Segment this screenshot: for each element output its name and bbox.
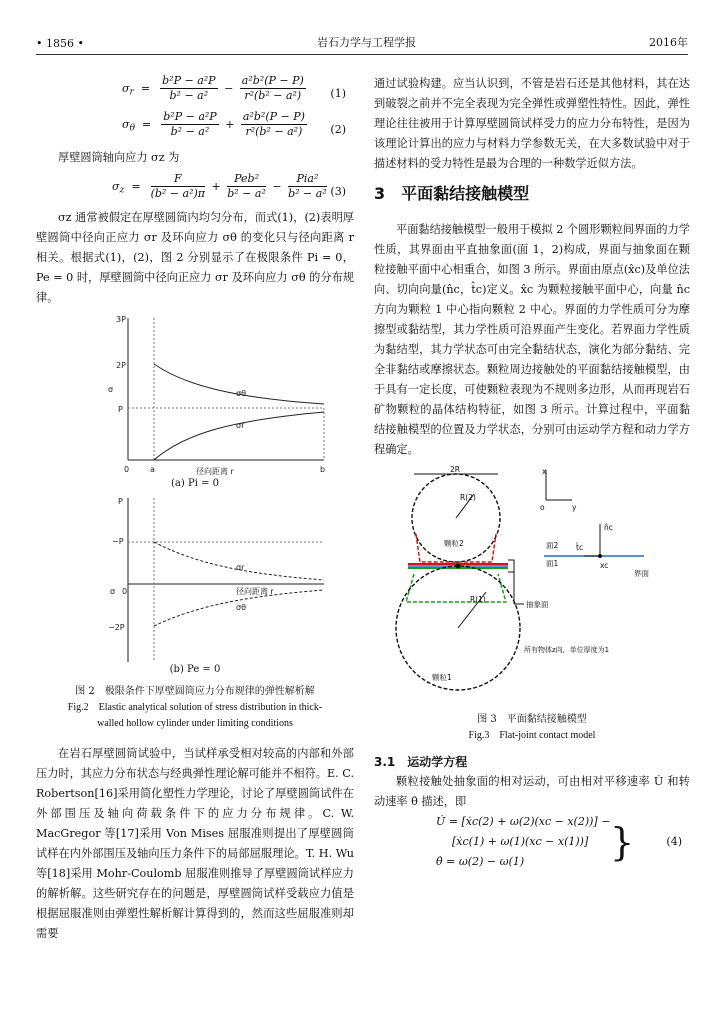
axis-label: x <box>542 467 547 476</box>
equation-number: (3) <box>330 185 346 198</box>
figure-2-caption-cn: 图 2 极限条件下厚壁圆筒应力分布规律的弹性解析解 <box>75 686 315 697</box>
x-axis-label: 径向距离 r <box>236 587 274 596</box>
face-1-label: 面1 <box>546 559 559 568</box>
n-label: n̂c <box>604 523 613 532</box>
callout-bracket <box>508 560 514 572</box>
particle-label: 颗粒1 <box>432 673 452 682</box>
year: 2016年 <box>649 36 688 49</box>
tick-label: −2P <box>108 623 125 632</box>
eq4-line: U̇ = [ẋc(2) + ω(2)(xc − x(2))] − <box>436 815 611 828</box>
paragraph: 平面黏结接触模型一般用于模拟 2 个圆形颗粒间界面的力学性质，其界面由平直抽象面(面 1，2)构成，界面与抽象面在颗粒接触平面中心相重合，如图 3 所示。界面由原点(x̂c)及单位法向、切向向量(n̂c，t̂c)定义。x̂c 为颗粒接触平面中心，向量 n̂c 方向为颗粒 1 中心指向颗粒 2 中心。界面的力学性质可分为摩擦型或黏结型，其力学性质可沿界面产生变化。若界面力学性质为黏结型，其力学状态可由完全黏结状态，演化为部分黏结、完全非黏结或摩擦状态。颗粒周边接触处的平面黏结接触模型，由于具有一定长度，可使颗粒表现为不规则多边形，从而再现岩石矿物颗粒的晶体结构特征，如图 3 所示。计算过程中，平面黏结接触模型的位置及力学状态，分别可由运动学方程和动力学方程确定。 <box>374 223 690 456</box>
equation-number: (2) <box>330 123 346 136</box>
subsection-title: 3.1 运动学方程 <box>374 755 468 769</box>
interface-label: 界面 <box>634 569 649 578</box>
paragraph: 通过试验构建。应当认识到，不管是岩石还是其他材料，其在达到破裂之前并不完全表现为完全弹性或弹塑性特性。因此，弹性理论往往被用于计算厚壁圆筒试样受力的应力分布特性，是因为该理论计算出的应力与材料力学参数无关，在大多数试验中对于描述材料的受力特性是最为合理的一种数学近似方法。 <box>374 77 690 170</box>
note: 所有物体z向，单位厚度为1 <box>524 646 610 654</box>
tick-label: b <box>320 465 326 474</box>
figure-3-caption-cn: 图 3 平面黏结接触模型 <box>477 714 587 725</box>
curve-label: σr <box>236 563 245 572</box>
radius-label: R(2) <box>460 493 476 502</box>
journal-title: 岩石力学与工程学报 <box>316 36 416 49</box>
tick-label: P <box>118 497 123 506</box>
figure-2a-sub: (a) Pi = 0 <box>171 478 219 489</box>
figure-2-caption-en: Fig.2 Elastic analytical solution of stress distribution in thick- <box>67 702 323 713</box>
tick-label: −P <box>112 537 124 546</box>
curve-sigma-r <box>154 412 324 460</box>
origin-label: o <box>540 503 545 512</box>
section-title: 3 平面黏结接触模型 <box>374 184 530 203</box>
figure-2a <box>36 312 354 480</box>
tick-label: 3P <box>116 315 126 324</box>
particle-label: 颗粒2 <box>444 539 464 548</box>
equation-4 <box>374 812 690 874</box>
tick-label: 0 <box>122 587 128 596</box>
x-axis-label: 径向距离 r <box>196 467 234 476</box>
width-label: 2R̄ <box>450 466 460 474</box>
curve-label: σθ <box>236 389 246 398</box>
paragraph: 颗粒接触处抽象面的相对运动，可由相对平移速率 U̇ 和转动速率 θ̇ 描述，即 <box>374 775 690 808</box>
xc-label: xc <box>600 561 609 570</box>
equation-number: (1) <box>330 87 346 100</box>
curve-label: σθ <box>236 603 246 612</box>
curve-sigma-theta <box>154 364 324 404</box>
right-column <box>374 74 690 874</box>
eq4-line: θ̇ = ω(2) − ω(1) <box>436 855 525 868</box>
left-column <box>36 74 354 944</box>
curve-sigma-r <box>154 542 324 580</box>
figure-2-caption-en: walled hollow cylinder under limiting conditions <box>97 718 293 729</box>
page-header <box>36 30 688 55</box>
equation-number: (4) <box>666 835 682 848</box>
tick-label: P <box>118 405 123 414</box>
equation-1: $\sigma_r$ = $\frac{\text{b²P − a²P}}{\text{b² − a²}}$ − $\frac{\text{a²b²(P − P)}}{\text{r²(b² − a²)}}$ (1) <box>122 74 346 102</box>
tick-label: 0 <box>124 465 130 474</box>
tick-label: a <box>150 465 155 474</box>
tick-label: 2P <box>116 361 126 370</box>
abstract-face-label: 抽象面 <box>526 600 549 609</box>
curve-label: σr <box>236 421 245 430</box>
paragraph: 在岩石厚壁圆筒试验中，当试样承受相对较高的内部和外部压力时，其应力分布状态与经典弹性理论解可能并不相符。E. C. Robertson[16]采用简化塑性力学理论，讨论了厚壁圆筒试件在外部围压及轴向荷载条件下的应力分布规律。C. W. MacGregor 等[17]采用 Von Mises 屈服准则提出了厚壁圆筒试样在内外部围压及轴向压力条件下的局部屈服理论。T. H. Wu 等[18]采用 Mohr-Coulomb 屈服准则推导了厚壁圆筒试样应力的解析解。这些研究存在的问题是，厚壁圆筒试样受载应力值是根据屈服准则由弹塑性解析解计算得到的，然而这些屈服准则却需要 <box>36 747 354 940</box>
y-axis-label: σ <box>110 587 116 596</box>
t-label: t̂c <box>576 543 584 552</box>
eq4-line: [ẋc(1) + ω(1)(xc − x(1))] <box>452 835 589 848</box>
figure-2b <box>36 494 354 666</box>
face-2-label: 面2 <box>546 541 559 550</box>
y-axis-label: σ <box>108 385 114 394</box>
xc-dot <box>598 554 602 558</box>
brace: } <box>610 820 635 864</box>
equation-3: $\sigma_z$ = $\frac{F}{\text{(b² − a²)π}}$ + $\frac{\text{Peb²}}{\text{b² − a²}}$ − $\frac{\text{Pia²}}{\text{b² − a²}}$ (3) <box>112 172 346 200</box>
paragraph: σz 通常被假定在厚壁圆筒内均匀分布，而式(1)，(2)表明厚壁圆筒中径向正应力 σr 及环向应力 σθ 的变化只与径向距离 r 相关。根据式(1)，(2)，图 2 分别显示了在极限条件 Pi = 0，Pe = 0 时，厚壁圆筒中径向正应力 σr 及环向应力 σθ 的分布规律。 <box>36 211 354 304</box>
axis-label: y <box>572 503 577 512</box>
figure-3 <box>374 466 690 712</box>
equation-2: $\sigma_\theta$ = $\frac{\text{b²P − a²P}}{\text{b² − a²}}$ + $\frac{\text{a²b²(P − P)}}{\text{r²(b² − a²)}}$ (2) <box>122 110 346 138</box>
page-number: • 1856 • <box>36 37 84 50</box>
figure-2b-sub: (b) Pe = 0 <box>169 664 221 675</box>
figure-3-caption-en: Fig.3 Flat-joint contact model <box>468 730 596 741</box>
eq3-intro: 厚壁圆筒轴向应力 σz 为 <box>58 151 180 164</box>
radius-label: R(1) <box>470 595 486 604</box>
